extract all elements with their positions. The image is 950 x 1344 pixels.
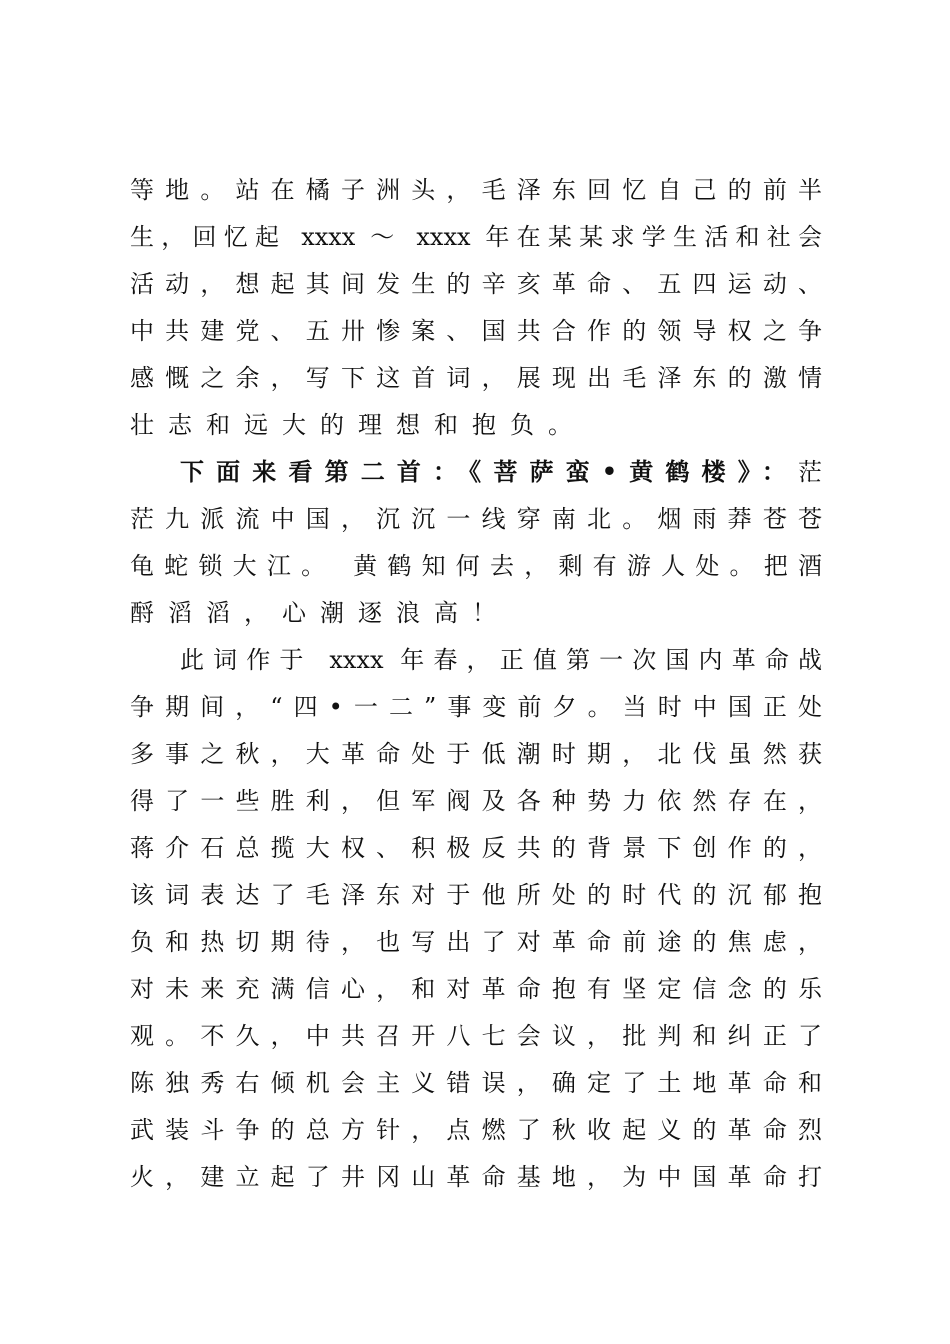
- text-line: 中共建党、五卅惨案、国共合作的领导权之争: [130, 317, 822, 345]
- text-line: 蒋介石总揽大权、积极反共的背景下创作的，: [130, 834, 822, 862]
- text-line: 壮志和远大的理想和抱负。: [130, 411, 586, 439]
- text-line: 活动，想起其间发生的辛亥革命、五四运动、: [130, 270, 822, 298]
- text-line: 茫九派流中国，沉沉一线穿南北。烟雨莽苍苍: [130, 505, 822, 533]
- text-line: 陈独秀右倾机会主义错误，确定了土地革命和: [130, 1069, 822, 1097]
- poem-intro-heading: 下面来看第二首：《菩萨蛮•黄鹤楼》：: [180, 457, 798, 486]
- text-line: 等地。站在橘子洲头，毛泽东回忆自己的前半: [130, 176, 822, 204]
- text-line: 对未来充满信心，和对革命抱有坚定信念的乐: [130, 975, 822, 1003]
- poem-intro-text: 茫: [798, 458, 822, 486]
- text-line: 得了一些胜利，但军阀及各种势力依然存在，: [130, 787, 822, 815]
- text-line: 酹滔滔，心潮逐浪高！: [130, 599, 510, 627]
- text-line: 火，建立起了井冈山革命基地，为中国革命打: [130, 1163, 822, 1191]
- text-line: 此词作于 xxxx 年春，正值第一次国内革命战: [180, 646, 822, 674]
- text-line: 生，回忆起 xxxx ～ xxxx 年在某某求学生活和社会: [130, 223, 822, 251]
- text-line: 争期间，“四•一二”事变前夕。当时中国正处: [130, 693, 822, 721]
- text-line: 感慨之余，写下这首词，展现出毛泽东的激情: [130, 364, 822, 392]
- text-line: 武装斗争的总方针，点燃了秋收起义的革命烈: [130, 1116, 822, 1144]
- text-line: 负和热切期待，也写出了对革命前途的焦虑，: [130, 928, 822, 956]
- text-line: 多事之秋，大革命处于低潮时期，北伐虽然获: [130, 740, 822, 768]
- poem-intro-line: [180, 452, 822, 492]
- text-line: 该词表达了毛泽东对于他所处的时代的沉郁抱: [130, 881, 822, 909]
- text-line: 观。不久，中共召开八七会议，批判和纠正了: [130, 1022, 822, 1050]
- text-line: 龟蛇锁大江。 黄鹤知何去，剩有游人处。把酒: [130, 552, 822, 580]
